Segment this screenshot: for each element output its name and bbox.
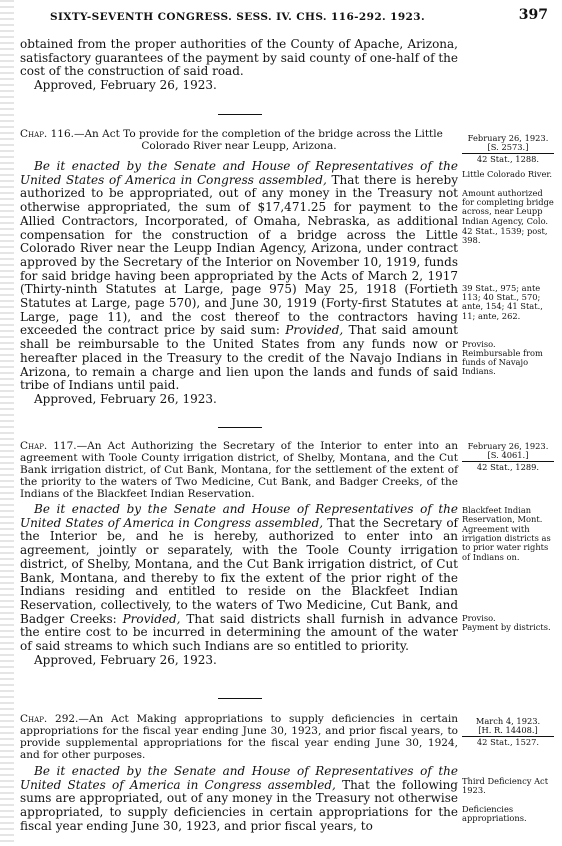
margin-note: Blackfeet Indian Reservation, Mont.: [462, 505, 543, 525]
margin-note: 39 Stat., 975; ante 113; 40 Stat., 570; ante, 154; 41 Stat., 11; ante, 262.: [462, 283, 543, 321]
intro-text: obtained from the proper authorities of the County of Apache, Arizona, satisfactory guarantees of the payment by said county of one-half of the cost of the construction of said road.: [20, 37, 458, 79]
margin-date: February 26, 1923.: [467, 133, 549, 143]
page-number: 397: [518, 7, 548, 23]
enacting-clause: Be it enacted by the Senate and House of Representatives of the United States of America in Congress assembled,: [20, 502, 458, 530]
margin-note: Reimbursable from funds of Navajo Indians.: [462, 348, 543, 377]
chapter-body: That there is hereby authorized to be appropriated, out of any money in the Treasury not otherwise appropriated, the sum of $17,471.25 for payment to the Allied Contractors, Incorporated, of Omaha, Nebraska, as additional compensation for the construction of a bridge across the Little Colorado River near the Leupp Indian Agency, Arizona, under contract approved by the Secretary of the Interior on November 10, 1919, funds for said bridge having been appropriated by the Acts of March 2, 1917 (Thirty-ninth Statutes at Large, page 975) May 25, 1918 (Fortieth Statutes at Large, page 570), and June 30, 1919 (Forty-first Statutes at Large, page 11), and the cost thereof to the contractors having exceeded the contract price by said sum:: [20, 172, 458, 338]
section-divider: [218, 114, 262, 115]
proviso-text: That said amount shall be reimbursable to the United States from any funds now or hereafter placed in the Treasury to the credit of the Navajo Indians in Arizona, to remain a charge and lien upon the lands and funds of said tribe of Indians until paid.: [20, 323, 458, 393]
enacting-clause: Be it enacted by the Senate and House of Representatives of the United States of America in Congress assembled,: [20, 159, 458, 187]
margin-bill: [S. 2573.]: [487, 142, 529, 153]
chapter-title: —An Act Making appropriations to supply deficiencies in certain appropriations for the fiscal year ending June 30, 1923, and prior fiscal years, to provide supplemental appropriations for the fiscal year ending June 30, 1924, and for other purposes.: [20, 713, 458, 761]
margin-note: Third Deficiency Act 1923.: [462, 776, 549, 796]
chapter-number: Chap. 117.: [20, 440, 77, 452]
chapter-292-body: [20, 765, 458, 834]
margin-stat: 42 Stat., 1289.: [476, 462, 540, 473]
margin-note: Little Colorado River.: [462, 169, 553, 179]
margin-proviso-label: Proviso.: [462, 339, 496, 349]
chapter-292-heading: [20, 713, 458, 761]
margin-note: Amount authorized for completing bridge across, near Leupp Indian Agency, Colo.: [462, 188, 554, 226]
margin-date: February 26, 1923.: [467, 441, 549, 451]
margin-date: March 4, 1923.: [475, 716, 541, 726]
chapter-number: Chap. 116.: [20, 128, 74, 140]
section-divider: [218, 698, 262, 699]
chapter-116-heading: [20, 128, 458, 152]
chapter-approved: Approved, February 26, 1923.: [34, 652, 217, 667]
chapter-body: That the following sums are appropriated, out of any money in the Treasury not otherwise appropriated, to supply deficiencies in certain appropriations for the fiscal year ending June 30, 1923, and prior fiscal years, to: [20, 777, 458, 833]
margin-note: 42 Stat., 1539; post, 398.: [462, 226, 548, 246]
chapter-title: —An Act Authorizing the Secretary of the Interior to enter into an agreement with Toole County irrigation district, of Shelby, Montana, and the Cut Bank irrigation district, of Cut Bank, Montana, for the settlement of the extent of the priority to the waters of Two Medicine, Cut Bank, and Badger Creeks, of the Indians of the Blackfeet Indian Reservation.: [20, 440, 458, 500]
margin-stat: 42 Stat., 1527.: [476, 737, 540, 748]
chapter-approved: Approved, February 26, 1923.: [34, 391, 217, 406]
enacting-clause: Be it enacted by the Senate and House of Representatives of the United States of America in Congress assembled,: [20, 764, 458, 792]
page-header: [20, 7, 548, 25]
binding-edge: [0, 0, 14, 846]
margin-note: Payment by districts.: [462, 622, 551, 632]
margin-bill: [S. 4061.]: [487, 450, 529, 461]
chapter-number: Chap. 292.: [20, 713, 79, 725]
chapter-117-body: [20, 503, 458, 667]
proviso-word: Provided,: [122, 611, 181, 626]
margin-note: Agreement with irrigation districts as to prior water rights of Indians on.: [462, 524, 551, 562]
intro-approved: Approved, February 26, 1923.: [34, 78, 217, 93]
chapter-title: —An Act To provide for the completion of the bridge across the Little: [73, 128, 443, 140]
margin-proviso-label: Proviso.: [462, 613, 496, 623]
proviso-word: Provided,: [285, 323, 344, 338]
chapter-body: That the Secretary of the Interior be, and he is hereby, authorized to enter into an agreement, jointly or separately, with the Toole County irrigation district, of Shelby, Montana, and the Cut Bank irrigation district, of Cut Bank, Montana, and thereby to fix the extent of the prior right of the Indians residing and entitled to reside on the Blackfeet Indian Reservation, collectively, to the waters of Two Medicine, Cut Bank, and Badger Creeks:: [20, 515, 458, 626]
section-divider: [218, 427, 262, 428]
chapter-117-heading: [20, 440, 458, 500]
margin-note: Deficiencies appropriations.: [462, 804, 527, 824]
chapter-116-body: [20, 160, 458, 407]
margin-bill: [H. R. 14408.]: [478, 725, 538, 736]
chapter-title-line2: Colorado River near Leupp, Arizona.: [141, 140, 337, 152]
margin-stat: 42 Stat., 1288.: [476, 154, 540, 165]
running-title: SIXTY-SEVENTH CONGRESS. SESS. IV. CHS. 116-292. 1923.: [50, 11, 426, 23]
intro-block: [20, 38, 458, 93]
proviso-text: That said districts shall furnish in advance the entire cost to be incurred in determining the amount of the water of said streams to which such Indians are so entitled to priority.: [20, 611, 458, 654]
